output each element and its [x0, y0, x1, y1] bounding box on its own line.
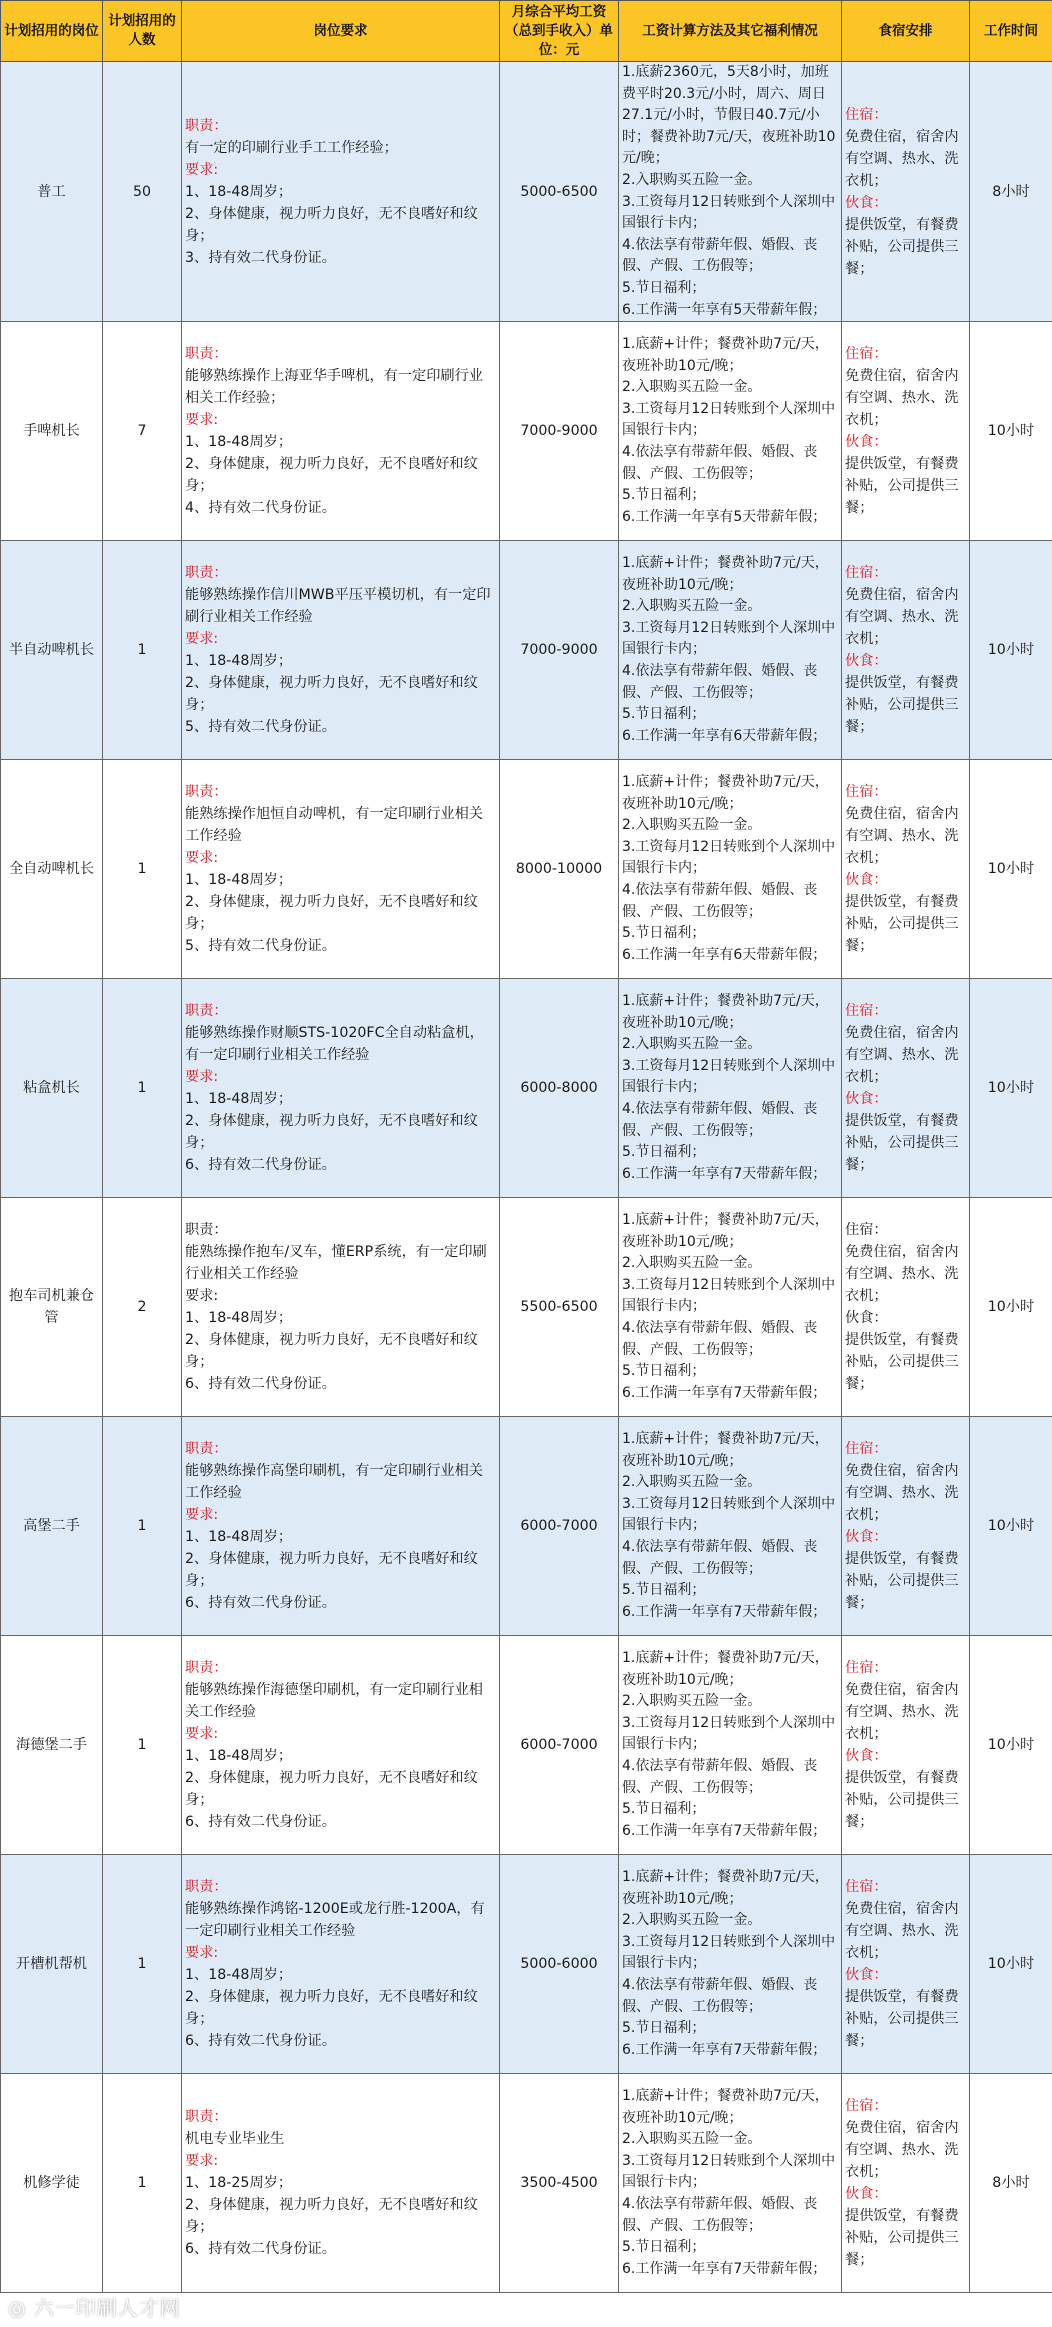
- board-line: 免费住宿，宿舍内有空调、热水、洗衣机；: [845, 1244, 959, 1305]
- board-cell: [842, 1198, 970, 1417]
- pay-line: 2.入职购买五险一金。: [622, 1912, 762, 1929]
- pay-line: 4.依法享有带薪年假、婚假、丧假、产假、工伤假等；: [622, 662, 818, 701]
- table-row: [1, 62, 1052, 322]
- count-cell: 1: [103, 1636, 182, 1855]
- requirement-heading: 职责：: [185, 1003, 228, 1020]
- board-line: 提供饭堂，有餐费补贴，公司提供三餐；: [845, 1551, 959, 1612]
- table-row: [1, 2074, 1052, 2293]
- pay-method-cell: [619, 322, 842, 541]
- table-row: [1, 979, 1052, 1198]
- pay-line: 5.节日福利；: [622, 1363, 706, 1380]
- salary-cell: 5000-6000: [500, 1855, 619, 2074]
- board-line: 提供饭堂，有餐费补贴，公司提供三餐；: [845, 894, 959, 955]
- table-row: [1, 760, 1052, 979]
- board-heading: 伙食：: [845, 1748, 888, 1765]
- pay-line: 5.节日福利；: [622, 925, 706, 942]
- board-heading: 住宿：: [845, 1441, 888, 1458]
- requirement-line: 机电专业毕业生: [185, 2131, 285, 2148]
- count-cell: 1: [103, 760, 182, 979]
- requirement-line: 6、持有效二代身份证。: [185, 2033, 336, 2050]
- requirement-line: 能熟练操作抱车/叉车，懂ERP系统，有一定印刷行业相关工作经验: [185, 1244, 487, 1283]
- table-row: [1, 1198, 1052, 1417]
- board-line: 提供饭堂，有餐费补贴，公司提供三餐；: [845, 216, 959, 277]
- pay-line: 1.底薪+计件；餐费补助7元/天，夜班补助10元/晚；: [622, 2087, 829, 2126]
- pay-line: 6.工作满一年享有7天带薪年假；: [622, 1384, 827, 1401]
- requirement-heading: 职责：: [185, 346, 228, 363]
- pay-line: 4.依法享有带薪年假、婚假、丧假、产假、工伤假等；: [622, 1757, 818, 1796]
- hours-cell: 10小时: [970, 1198, 1052, 1417]
- pay-line: 3.工资每月12日转账到个人深圳中国银行卡内；: [622, 193, 836, 232]
- position-cell: 半自动啤机长: [1, 541, 103, 760]
- board-cell: [842, 1855, 970, 2074]
- requirement-line: 1、18-48周岁；: [185, 1967, 293, 1984]
- board-cell: [842, 322, 970, 541]
- pay-line: 5.节日福利；: [622, 1582, 706, 1599]
- board-heading: 住宿：: [845, 2098, 888, 2115]
- board-line: 提供饭堂，有餐费补贴，公司提供三餐；: [845, 2208, 959, 2269]
- board-heading: 住宿：: [845, 106, 888, 123]
- pay-line: 2.入职购买五险一金。: [622, 1693, 762, 1710]
- board-line: 免费住宿，宿舍内有空调、热水、洗衣机；: [845, 1901, 959, 1962]
- requirement-heading: 职责：: [185, 1441, 228, 1458]
- pay-line: 6.工作满一年享有7天带薪年假；: [622, 1165, 827, 1182]
- board-line: 提供饭堂，有餐费补贴，公司提供三餐；: [845, 675, 959, 736]
- position-cell: 开槽机帮机: [1, 1855, 103, 2074]
- requirement-line: 能够熟练操作财顺STS-1020FC全自动粘盒机，有一定印刷行业相关工作经验: [185, 1025, 484, 1064]
- header-requirements: 岗位要求: [182, 1, 500, 62]
- requirement-heading: 要求:: [185, 161, 219, 178]
- pay-line: 1.底薪+计件；餐费补助7元/天，夜班补助10元/晚；: [622, 1868, 829, 1907]
- pay-method-cell: [619, 1417, 842, 1636]
- board-line: 免费住宿，宿舍内有空调、热水、洗衣机；: [845, 587, 959, 648]
- requirements-cell: [182, 2074, 500, 2293]
- salary-cell: 5500-6500: [500, 1198, 619, 1417]
- requirement-line: 能够熟练操作上海亚华手啤机，有一定印刷行业相关工作经验；: [185, 368, 483, 407]
- pay-line: 3.工资每月12日转账到个人深圳中国银行卡内；: [622, 400, 836, 439]
- position-cell: 全自动啤机长: [1, 760, 103, 979]
- pay-line: 5.节日福利；: [622, 706, 706, 723]
- position-cell: 普工: [1, 62, 103, 322]
- count-cell: 1: [103, 2074, 182, 2293]
- board-cell: [842, 541, 970, 760]
- board-heading: 伙食：: [845, 2186, 888, 2203]
- pay-line: 3.工资每月12日转账到个人深圳中国银行卡内；: [622, 1057, 836, 1096]
- requirement-line: 4、持有效二代身份证。: [185, 500, 336, 517]
- pay-line: 4.依法享有带薪年假、婚假、丧假、产假、工伤假等；: [622, 1100, 818, 1139]
- pay-line: 4.依法享有带薪年假、婚假、丧假、产假、工伤假等；: [622, 2195, 818, 2234]
- board-heading: 住宿：: [845, 1222, 888, 1239]
- requirements-cell: [182, 1417, 500, 1636]
- pay-method-cell: [619, 62, 842, 322]
- requirement-heading: 职责：: [185, 784, 228, 801]
- requirement-line: 6、持有效二代身份证。: [185, 2241, 336, 2258]
- hours-cell: 8小时: [970, 2074, 1052, 2293]
- requirement-line: 1、18-48周岁；: [185, 1091, 293, 1108]
- requirement-line: 能够熟练操作信川MWB平压平模切机，有一定印刷行业相关工作经验: [185, 587, 491, 626]
- count-cell: 1: [103, 541, 182, 760]
- board-line: 提供饭堂，有餐费补贴，公司提供三餐；: [845, 1989, 959, 2050]
- board-line: 免费住宿，宿舍内有空调、热水、洗衣机；: [845, 368, 959, 429]
- pay-line: 4.依法享有带薪年假、婚假、丧假、产假、工伤假等；: [622, 1976, 818, 2015]
- requirements-cell: [182, 760, 500, 979]
- hours-cell: 10小时: [970, 1855, 1052, 2074]
- requirement-heading: 要求:: [185, 1507, 219, 1524]
- requirement-line: 能熟练操作旭恒自动啤机，有一定印刷行业相关工作经验: [185, 806, 483, 845]
- requirement-line: 1、18-25周岁；: [185, 2175, 293, 2192]
- pay-method-cell: [619, 1198, 842, 1417]
- header-row: [1, 1, 1052, 62]
- requirements-cell: [182, 541, 500, 760]
- pay-line: 2.入职购买五险一金。: [622, 598, 762, 615]
- board-line: 免费住宿，宿舍内有空调、热水、洗衣机；: [845, 128, 959, 189]
- hours-cell: 8小时: [970, 62, 1052, 322]
- pay-method-cell: [619, 760, 842, 979]
- pay-line: 4.依法享有带薪年假、婚假、丧假、产假、工伤假等；: [622, 236, 818, 275]
- board-heading: 伙食：: [845, 1529, 888, 1546]
- watermark-logo: ◎ 六一印刷人才网: [8, 2296, 181, 2320]
- requirement-heading: 要求:: [185, 631, 219, 648]
- pay-method-cell: [619, 2074, 842, 2293]
- board-cell: [842, 1636, 970, 1855]
- pay-line: 1.底薪+计件；餐费补助7元/天，夜班补助10元/晚；: [622, 554, 829, 593]
- salary-cell: 7000-9000: [500, 322, 619, 541]
- pay-line: 6.工作满一年享有7天带薪年假；: [622, 1603, 827, 1620]
- pay-line: 2.入职购买五险一金。: [622, 1036, 762, 1053]
- header-count: 计划招用的人数: [103, 1, 182, 62]
- requirement-heading: 职责：: [185, 565, 228, 582]
- board-cell: [842, 979, 970, 1198]
- count-cell: 2: [103, 1198, 182, 1417]
- requirement-line: 1、18-48周岁；: [185, 653, 293, 670]
- board-line: 提供饭堂，有餐费补贴，公司提供三餐；: [845, 1770, 959, 1831]
- pay-line: 4.依法享有带薪年假、婚假、丧假、产假、工伤假等；: [622, 881, 818, 920]
- requirement-line: 6、持有效二代身份证。: [185, 1595, 336, 1612]
- table-row: [1, 1636, 1052, 1855]
- requirement-line: 5、持有效二代身份证。: [185, 719, 336, 736]
- board-line: 提供饭堂，有餐费补贴，公司提供三餐；: [845, 456, 959, 517]
- salary-cell: 7000-9000: [500, 541, 619, 760]
- pay-line: 1.底薪+计件；餐费补助7元/天，夜班补助10元/晚；: [622, 1649, 829, 1688]
- pay-line: 1.底薪+计件；餐费补助7元/天，夜班补助10元/晚；: [622, 335, 829, 374]
- pay-line: 6.工作满一年享有7天带薪年假；: [622, 2260, 827, 2277]
- board-line: 免费住宿，宿舍内有空调、热水、洗衣机；: [845, 1682, 959, 1743]
- header-board: 食宿安排: [842, 1, 970, 62]
- board-heading: 住宿：: [845, 1879, 888, 1896]
- header-position: 计划招用的岗位: [1, 1, 103, 62]
- requirement-line: 1、18-48周岁；: [185, 183, 293, 200]
- requirement-line: 能够熟练操作海德堡印刷机，有一定印刷行业相关工作经验: [185, 1682, 483, 1721]
- board-heading: 住宿：: [845, 1660, 888, 1677]
- requirement-heading: 要求:: [185, 412, 219, 429]
- requirement-heading: 要求:: [185, 1288, 219, 1305]
- requirement-line: 2、身体健康，视力听力良好，无不良嗜好和纹身；: [185, 675, 478, 714]
- pay-line: 6.工作满一年享有6天带薪年假；: [622, 946, 827, 963]
- table-row: [1, 541, 1052, 760]
- requirement-line: 能够熟练操作高堡印刷机，有一定印刷行业相关工作经验: [185, 1463, 483, 1502]
- pay-line: 2.入职购买五险一金。: [622, 171, 762, 188]
- pay-line: 5.节日福利；: [622, 2239, 706, 2256]
- position-cell: 机修学徒: [1, 2074, 103, 2293]
- pay-line: 1.底薪2360元，5天8小时，加班费平时20.3元/小时，周六、周日27.1元/小时，节假日40.7元/小时；餐费补助7元/天，夜班补助10元/晚；: [622, 64, 836, 167]
- count-cell: 1: [103, 979, 182, 1198]
- hours-cell: 10小时: [970, 979, 1052, 1198]
- table-row: [1, 322, 1052, 541]
- board-line: 提供饭堂，有餐费补贴，公司提供三餐；: [845, 1113, 959, 1174]
- requirement-line: 2、身体健康，视力听力良好，无不良嗜好和纹身；: [185, 1551, 478, 1590]
- board-cell: [842, 1417, 970, 1636]
- pay-line: 3.工资每月12日转账到个人深圳中国银行卡内；: [622, 1714, 836, 1753]
- requirement-line: 2、身体健康，视力听力良好，无不良嗜好和纹身；: [185, 894, 478, 933]
- table-row: [1, 1855, 1052, 2074]
- pay-line: 6.工作满一年享有5天带薪年假；: [622, 301, 827, 318]
- requirement-line: 6、持有效二代身份证。: [185, 1376, 336, 1393]
- requirement-heading: 要求:: [185, 2153, 219, 2170]
- pay-line: 6.工作满一年享有5天带薪年假；: [622, 508, 827, 525]
- board-heading: 伙食：: [845, 194, 888, 211]
- requirement-line: 2、身体健康，视力听力良好，无不良嗜好和纹身；: [185, 1770, 478, 1809]
- board-line: 免费住宿，宿舍内有空调、热水、洗衣机；: [845, 2120, 959, 2181]
- requirement-line: 5、持有效二代身份证。: [185, 938, 336, 955]
- board-line: 免费住宿，宿舍内有空调、热水、洗衣机；: [845, 806, 959, 867]
- pay-line: 3.工资每月12日转账到个人深圳中国银行卡内；: [622, 1495, 836, 1534]
- requirement-heading: 要求:: [185, 1945, 219, 1962]
- requirement-line: 1、18-48周岁；: [185, 872, 293, 889]
- pay-method-cell: [619, 979, 842, 1198]
- board-heading: 伙食：: [845, 1091, 888, 1108]
- position-cell: 粘盒机长: [1, 979, 103, 1198]
- requirement-line: 能够熟练操作鸿铭-1200E或龙行胜-1200A，有一定印刷行业相关工作经验: [185, 1901, 485, 1940]
- board-cell: [842, 760, 970, 979]
- requirement-line: 6、持有效二代身份证。: [185, 1157, 336, 1174]
- board-line: 免费住宿，宿舍内有空调、热水、洗衣机；: [845, 1025, 959, 1086]
- board-heading: 伙食：: [845, 653, 888, 670]
- pay-method-cell: [619, 1855, 842, 2074]
- pay-line: 2.入职购买五险一金。: [622, 1474, 762, 1491]
- board-cell: [842, 62, 970, 322]
- header-salary: 月综合平均工资（总到手收入）单位：元: [500, 1, 619, 62]
- hours-cell: 10小时: [970, 760, 1052, 979]
- pay-line: 2.入职购买五险一金。: [622, 379, 762, 396]
- board-heading: 住宿：: [845, 784, 888, 801]
- pay-line: 1.底薪+计件；餐费补助7元/天，夜班补助10元/晚；: [622, 992, 829, 1031]
- pay-line: 1.底薪+计件；餐费补助7元/天，夜班补助10元/晚；: [622, 773, 829, 812]
- position-cell: 抱车司机兼仓管: [1, 1198, 103, 1417]
- salary-cell: 5000-6500: [500, 62, 619, 322]
- table-row: [1, 1417, 1052, 1636]
- pay-line: 5.节日福利；: [622, 279, 706, 296]
- requirement-heading: 要求:: [185, 1069, 219, 1086]
- hours-cell: 10小时: [970, 1417, 1052, 1636]
- pay-line: 5.节日福利；: [622, 487, 706, 504]
- requirement-line: 1、18-48周岁；: [185, 434, 293, 451]
- pay-line: 4.依法享有带薪年假、婚假、丧假、产假、工伤假等；: [622, 443, 818, 482]
- pay-method-cell: [619, 1636, 842, 1855]
- pay-line: 2.入职购买五险一金。: [622, 2131, 762, 2148]
- pay-line: 5.节日福利；: [622, 1144, 706, 1161]
- board-heading: 住宿：: [845, 1003, 888, 1020]
- pay-line: 2.入职购买五险一金。: [622, 817, 762, 834]
- board-heading: 伙食：: [845, 1967, 888, 1984]
- pay-line: 6.工作满一年享有7天带薪年假；: [622, 1822, 827, 1839]
- count-cell: 7: [103, 322, 182, 541]
- salary-cell: 6000-8000: [500, 979, 619, 1198]
- board-line: 提供饭堂，有餐费补贴，公司提供三餐；: [845, 1332, 959, 1393]
- position-cell: 高堡二手: [1, 1417, 103, 1636]
- requirement-line: 6、持有效二代身份证。: [185, 1814, 336, 1831]
- pay-method-cell: [619, 541, 842, 760]
- board-heading: 伙食：: [845, 872, 888, 889]
- pay-line: 5.节日福利；: [622, 1801, 706, 1818]
- requirement-line: 3、持有效二代身份证。: [185, 249, 336, 266]
- requirements-cell: [182, 1855, 500, 2074]
- requirement-heading: 要求:: [185, 850, 219, 867]
- requirement-line: 1、18-48周岁；: [185, 1748, 293, 1765]
- requirements-cell: [182, 62, 500, 322]
- pay-line: 1.底薪+计件；餐费补助7元/天，夜班补助10元/晚；: [622, 1430, 829, 1469]
- board-cell: [842, 2074, 970, 2293]
- count-cell: 1: [103, 1417, 182, 1636]
- requirement-line: 2、身体健康，视力听力良好，无不良嗜好和纹身；: [185, 1989, 478, 2028]
- board-heading: 住宿：: [845, 346, 888, 363]
- requirement-line: 2、身体健康，视力听力良好，无不良嗜好和纹身；: [185, 1332, 478, 1371]
- count-cell: 1: [103, 1855, 182, 2074]
- position-cell: 海德堡二手: [1, 1636, 103, 1855]
- requirement-heading: 职责：: [185, 1879, 228, 1896]
- pay-line: 2.入职购买五险一金。: [622, 1255, 762, 1272]
- requirement-line: 2、身体健康，视力听力良好，无不良嗜好和纹身；: [185, 205, 478, 244]
- requirement-heading: 要求:: [185, 1726, 219, 1743]
- requirement-line: 2、身体健康，视力听力良好，无不良嗜好和纹身；: [185, 1113, 478, 1152]
- header-hours: 工作时间: [970, 1, 1052, 62]
- count-cell: 50: [103, 62, 182, 322]
- requirements-cell: [182, 1198, 500, 1417]
- pay-line: 3.工资每月12日转账到个人深圳中国银行卡内；: [622, 619, 836, 658]
- requirement-line: 有一定的印刷行业手工工作经验；: [185, 139, 398, 156]
- requirement-heading: 职责：: [185, 2109, 228, 2126]
- hours-cell: 10小时: [970, 1636, 1052, 1855]
- requirement-heading: 职责：: [185, 1222, 228, 1239]
- salary-cell: 8000-10000: [500, 760, 619, 979]
- salary-cell: 6000-7000: [500, 1417, 619, 1636]
- pay-line: 3.工资每月12日转账到个人深圳中国银行卡内；: [622, 1933, 836, 1972]
- salary-cell: 6000-7000: [500, 1636, 619, 1855]
- requirement-heading: 职责：: [185, 117, 228, 134]
- pay-line: 3.工资每月12日转账到个人深圳中国银行卡内；: [622, 2152, 836, 2191]
- salary-cell: 3500-4500: [500, 2074, 619, 2293]
- requirement-line: 2、身体健康，视力听力良好，无不良嗜好和纹身；: [185, 2197, 478, 2236]
- header-pay-method: 工资计算方法及其它福利情况: [619, 1, 842, 62]
- requirement-line: 1、18-48周岁；: [185, 1310, 293, 1327]
- pay-line: 4.依法享有带薪年假、婚假、丧假、产假、工伤假等；: [622, 1538, 818, 1577]
- pay-line: 5.节日福利；: [622, 2020, 706, 2037]
- pay-line: 4.依法享有带薪年假、婚假、丧假、产假、工伤假等；: [622, 1319, 818, 1358]
- requirement-line: 2、身体健康，视力听力良好，无不良嗜好和纹身；: [185, 456, 478, 495]
- pay-line: 6.工作满一年享有6天带薪年假；: [622, 727, 827, 744]
- requirement-line: 1、18-48周岁；: [185, 1529, 293, 1546]
- position-cell: 手啤机长: [1, 322, 103, 541]
- pay-line: 6.工作满一年享有7天带薪年假；: [622, 2041, 827, 2058]
- requirements-cell: [182, 979, 500, 1198]
- board-heading: 伙食：: [845, 434, 888, 451]
- hours-cell: 10小时: [970, 322, 1052, 541]
- pay-line: 3.工资每月12日转账到个人深圳中国银行卡内；: [622, 838, 836, 877]
- requirement-heading: 职责：: [185, 1660, 228, 1677]
- hours-cell: 10小时: [970, 541, 1052, 760]
- board-line: 免费住宿，宿舍内有空调、热水、洗衣机；: [845, 1463, 959, 1524]
- requirements-cell: [182, 1636, 500, 1855]
- board-heading: 伙食：: [845, 1310, 888, 1327]
- requirements-cell: [182, 322, 500, 541]
- board-heading: 住宿：: [845, 565, 888, 582]
- pay-line: 1.底薪+计件；餐费补助7元/天，夜班补助10元/晚；: [622, 1211, 829, 1250]
- pay-line: 3.工资每月12日转账到个人深圳中国银行卡内；: [622, 1276, 836, 1315]
